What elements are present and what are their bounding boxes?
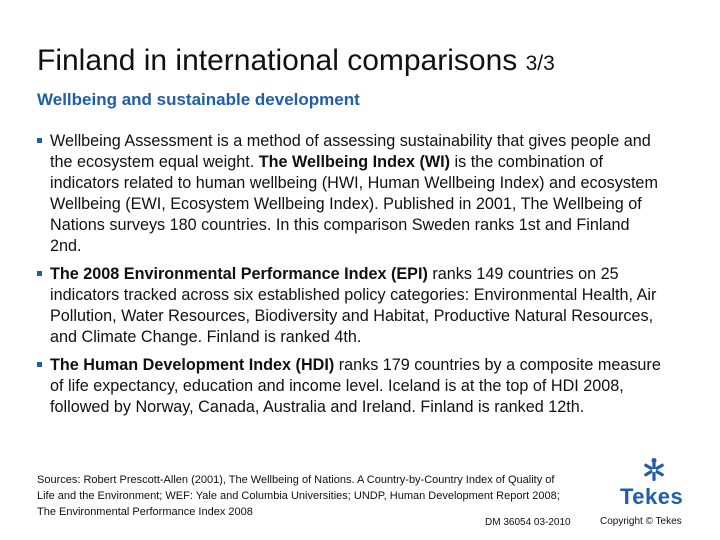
bullet-text-bold: The 2008 Environmental Performance Index (EPI) bbox=[50, 265, 428, 283]
bullet-hdi bbox=[37, 355, 662, 418]
slide-part-number: 3/3 bbox=[525, 52, 555, 75]
square-bullet-icon bbox=[37, 362, 42, 367]
document-reference: DM 36054 03-2010 bbox=[485, 517, 571, 528]
square-bullet-icon bbox=[37, 138, 42, 143]
slide-title bbox=[37, 44, 555, 78]
bullet-epi bbox=[37, 264, 662, 348]
bullet-text-bold: The Wellbeing Index (WI) bbox=[258, 153, 451, 171]
bullet-text-post: ranks 149 countries on 25 indicators tracked across six established policy categories: Environmental Health, Air Pollution, Water Resources, Biodiversity and Habitat, Productive Natural Resources, and Climate Change. Finland is ranked 4th. bbox=[50, 265, 657, 346]
bullet-list bbox=[37, 131, 662, 425]
tekes-logo-text: Tekes bbox=[620, 484, 684, 509]
bullet-text-bold: The Human Development Index (HDI) bbox=[50, 356, 335, 374]
copyright-notice: Copyright © Tekes bbox=[600, 516, 682, 527]
bullet-text-pre: Wellbeing Assessment is a method of assessing sustainability that gives people and the ecosystem equal weight. bbox=[50, 132, 651, 171]
bullet-wellbeing-index bbox=[37, 131, 662, 257]
slide-subtitle: Wellbeing and sustainable development bbox=[37, 90, 360, 109]
sources-footnote: Sources: Robert Prescott-Allen (2001), The Wellbeing of Nations. A Country-by-Country Index of Quality of Life and the Environment; WEF: Yale and Columbia Universities; UNDP, Human Development Report 2008; The Environmental Performance Index 2008 bbox=[37, 474, 560, 518]
square-bullet-icon bbox=[37, 271, 42, 276]
slide-title-text: Finland in international comparisons bbox=[37, 44, 518, 77]
bullet-text-post: is the combination of indicators related to human wellbeing (HWI, Human Wellbeing Index) and ecosystem Wellbeing (EWI, Ecosystem Wellbeing Index). Published in 2001, The Wellbeing of Nations surveys 180 countries. In this comparison Sweden ranks 1st and Finland 2nd. bbox=[50, 153, 658, 255]
bullet-text-post: ranks 179 countries by a composite measure of life expectancy, education and income level. Iceland is at the top of HDI 2008, followed by Norway, Canada, Australia and Ireland. Finland is ranked 12th. bbox=[50, 356, 661, 416]
